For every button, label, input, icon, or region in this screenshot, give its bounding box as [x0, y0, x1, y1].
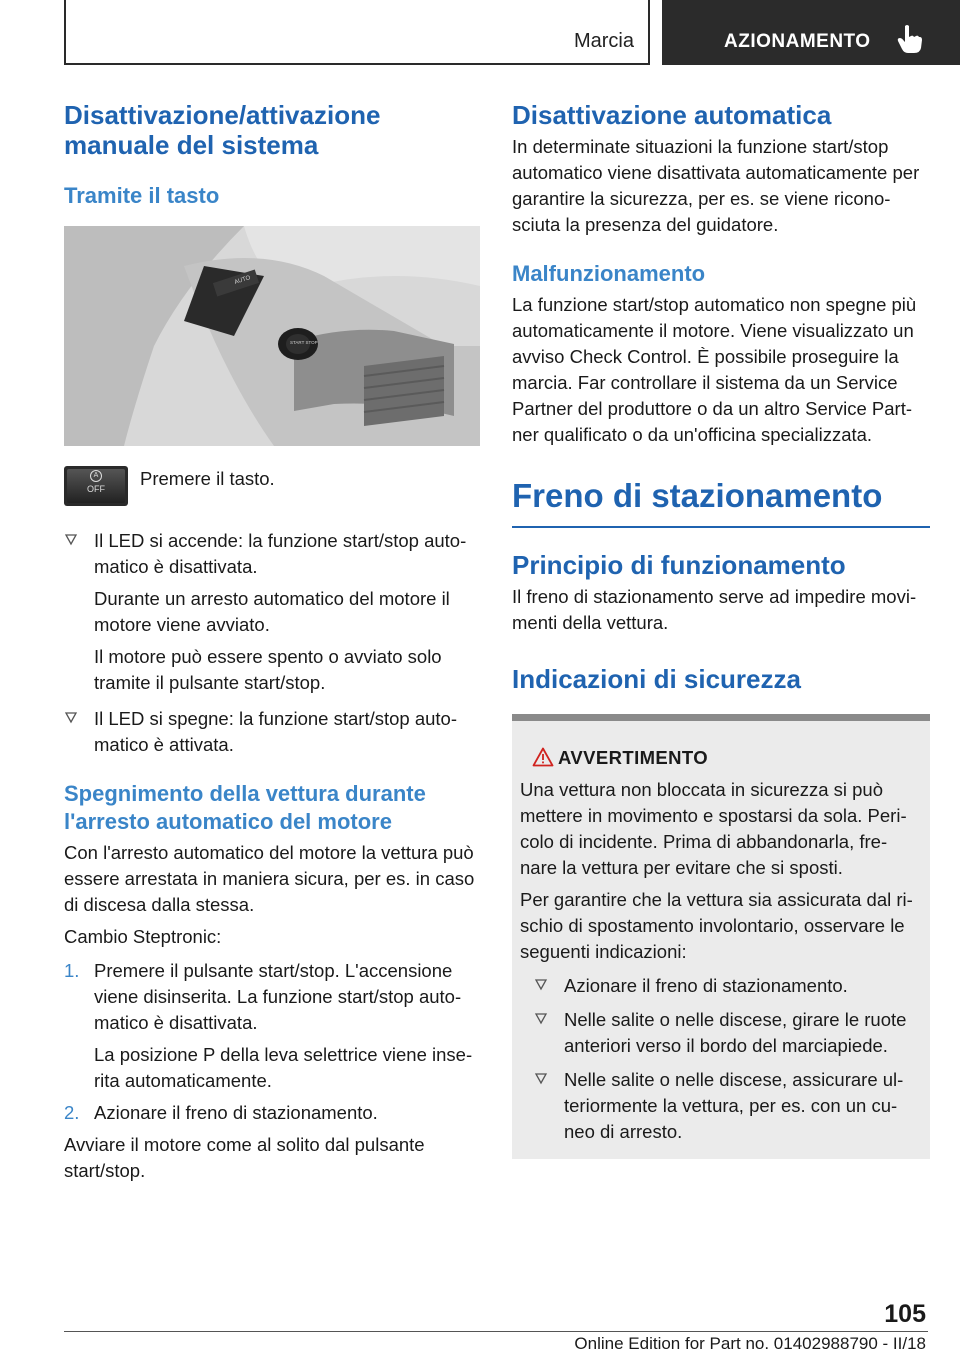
warning-title: AVVERTIMENTO	[558, 746, 709, 768]
triangle-bullet-icon	[534, 1072, 548, 1086]
bullet-led-on-detail-1: Durante un arresto automatico del motore il motore viene avviato.	[94, 588, 450, 635]
button-instruction-row	[64, 466, 482, 506]
list-item	[64, 1100, 482, 1126]
step-number: 2.	[64, 1102, 80, 1123]
heading-operating-principle: Principio di funzionamento	[512, 549, 846, 580]
list-item	[64, 528, 482, 696]
press-button-text: Premere il tasto.	[140, 468, 275, 489]
principle-text: Il freno di stazionamento serve ad impedire movi-menti della vettura.	[512, 585, 917, 633]
right-column	[512, 100, 930, 1159]
malfunction-text: La funzione start/stop automatico non spegne più automaticamente il motore. Viene visualizzato un avviso Check Control. È possibile proseguire la marcia. Far controllare il sistema da un Service Partner del produttore o da un altro Service Part-ner qualificato o da un'officina specializzata.	[512, 294, 917, 445]
steptronic-label: Cambio Steptronic:	[64, 926, 222, 947]
footer-edition-text: Online Edition for Part no. 01402988790 - II/18	[574, 1334, 926, 1353]
photo-illustration	[64, 226, 480, 446]
warning-triangle-icon	[532, 747, 554, 767]
heading-via-button: Tramite il tasto	[64, 183, 220, 208]
header-section-title: Marcia	[573, 30, 634, 52]
steering-column-photo	[64, 226, 480, 446]
left-column	[64, 100, 482, 1184]
page-number: 105	[884, 1300, 926, 1328]
header-chapter-title: AZIONAMENTO	[724, 31, 871, 52]
warning-box	[512, 714, 930, 1159]
triangle-bullet-icon	[534, 1012, 548, 1026]
triangle-bullet-icon	[64, 533, 78, 547]
bullet-led-off: Il LED si spegne: la funzione start/stop auto-matico è attivata.	[94, 708, 458, 755]
step-2-text: Azionare il freno di stazionamento.	[94, 1102, 378, 1123]
heading-manual-deactivation: Disattivazione/attivazione manuale del sistema	[64, 100, 381, 160]
bullet-led-on-detail-2: Il motore può essere spento o avviato solo tramite il pulsante start/stop.	[94, 646, 442, 693]
list-item	[534, 1007, 922, 1059]
photo-label-auto: AUTO	[233, 275, 252, 286]
triangle-bullet-icon	[64, 711, 78, 725]
bullet-led-on: Il LED si accende: la funzione start/stop auto-matico è disattivata.	[94, 530, 467, 577]
header-section-box	[64, 0, 650, 65]
auto-start-stop-off-button-icon	[64, 466, 128, 506]
heading-parking-brake: Freno di stazionamento	[512, 477, 883, 514]
step-number: 1.	[64, 960, 80, 981]
auto-a-icon: A	[90, 470, 102, 482]
heading-underline	[512, 526, 930, 528]
header-chapter-tab	[662, 0, 960, 65]
photo-label-start-stop: START STOP	[290, 340, 318, 345]
triangle-bullet-icon	[534, 978, 548, 992]
warning-text-2: Per garantire che la vettura sia assicurata dal ri-schio di spostamento involontario, osservare le seguenti indicazioni:	[520, 888, 913, 962]
list-item	[534, 1067, 922, 1145]
step-1-text: Premere il pulsante start/stop. L'accensione viene disinserita. La funzione start/stop auto-matico è disattivata.	[94, 960, 462, 1033]
list-item	[64, 958, 482, 1094]
step-1-detail: La posizione P della leva selettrice viene inse-rita automaticamente.	[94, 1044, 473, 1091]
pointing-hand-icon	[896, 24, 922, 54]
off-label: OFF	[87, 484, 105, 494]
footer-divider	[64, 1331, 928, 1332]
warning-item-3: Nelle salite o nelle discese, assicurare ul-teriormente la vettura, per es. con un cu-neo di arresto.	[564, 1068, 904, 1142]
warning-text-1: Una vettura non bloccata in sicurezza si può mettere in movimento e spostarsi da sola. Peri-colo di incidente. Prima di abbandonarla, fre-nare la vettura per evitare che si sposti.	[520, 778, 907, 878]
heading-safety-notes: Indicazioni di sicurezza	[512, 663, 801, 694]
heading-auto-deactivation: Disattivazione automatica	[512, 100, 832, 130]
list-item	[64, 706, 482, 758]
warning-item-2: Nelle salite o nelle discese, girare le ruote anteriori verso il bordo del marciapiede.	[564, 1008, 907, 1056]
restart-text: Avviare il motore come al solito dal pulsante start/stop.	[64, 1134, 425, 1181]
warning-item-1: Azionare il freno di stazionamento.	[564, 974, 848, 996]
auto-off-text: In determinate situazioni la funzione start/stop automatico viene disattivata automaticamente per garantire la sicurezza, per es. se viene ricono-sciuta la presenza del guidatore.	[512, 136, 920, 235]
heading-shutdown-during-stop: Spegnimento della vettura durante l'arresto automatico del motore	[64, 781, 426, 834]
list-item	[534, 973, 922, 999]
heading-malfunction: Malfunzionamento	[512, 261, 706, 286]
shutdown-text: Con l'arresto automatico del motore la vettura può essere arrestata in maniera sicura, per es. in caso di discesa dalla stessa.	[64, 842, 475, 915]
warning-title-row	[520, 745, 922, 771]
